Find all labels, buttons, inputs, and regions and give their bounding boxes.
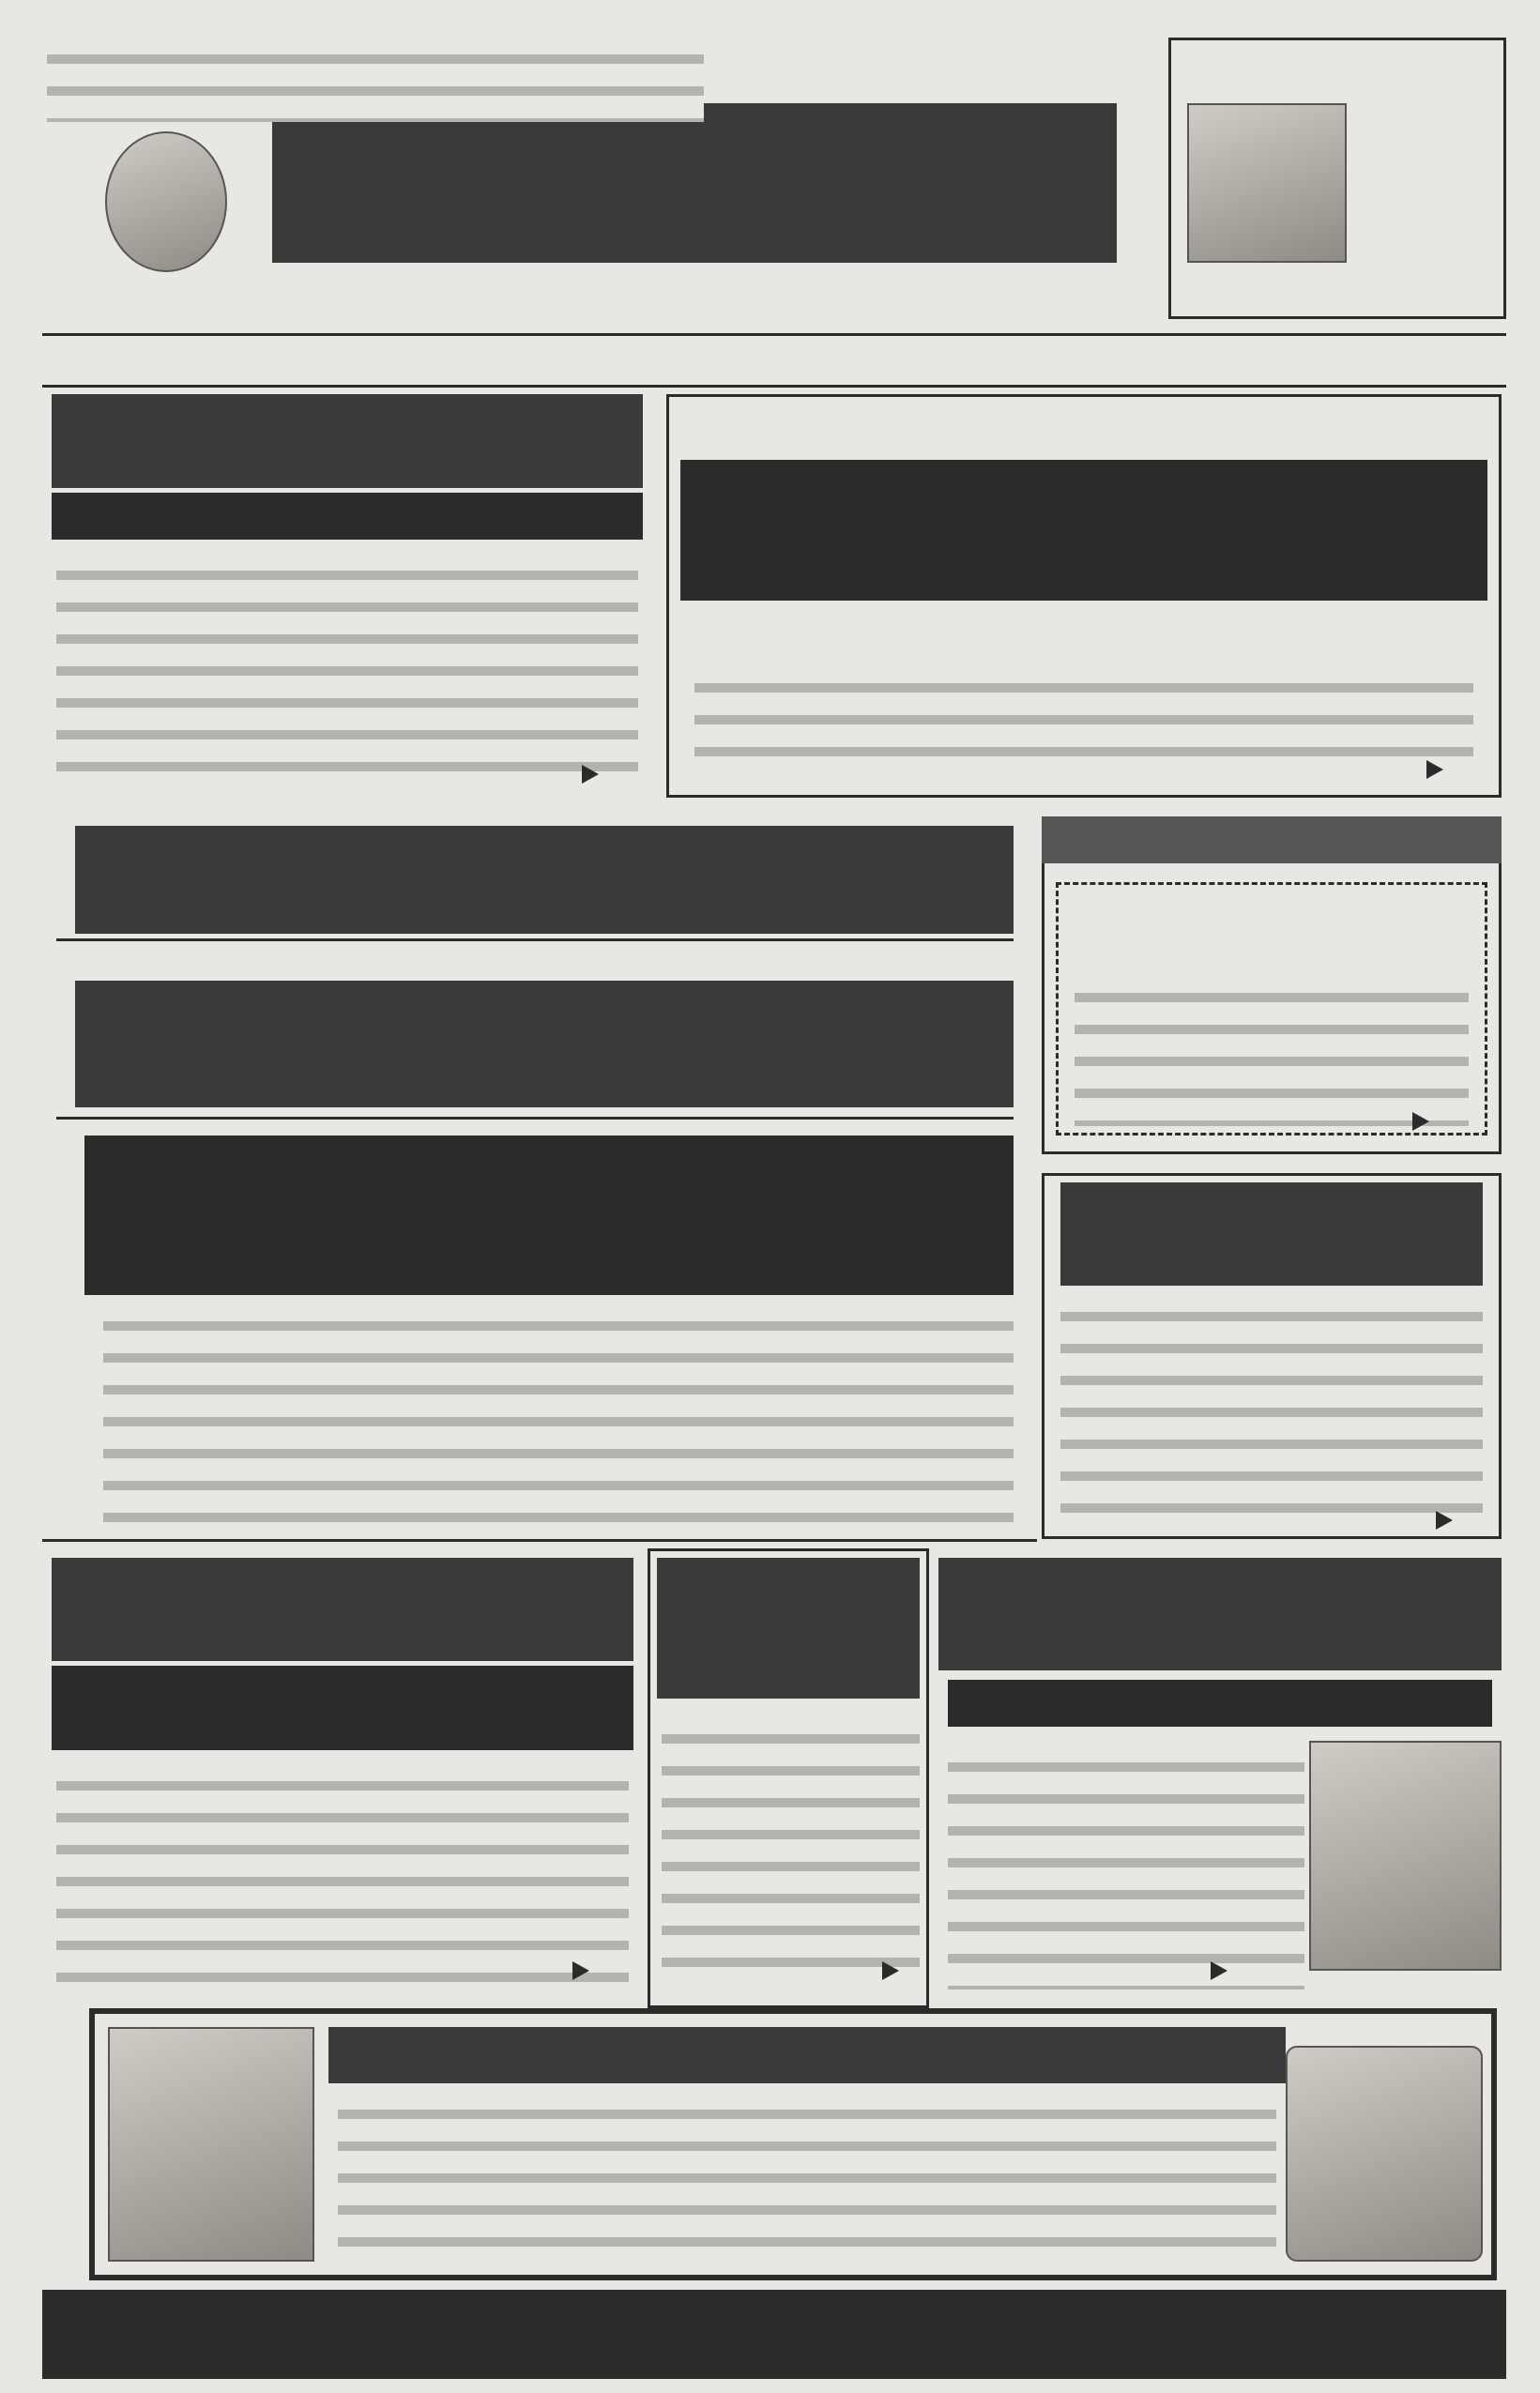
story-bottom-left-subhead-band (52, 1666, 633, 1750)
footer-slogan-band (42, 2290, 1506, 2379)
story-bottom-middle-body (662, 1717, 920, 1989)
lead-headline-block-2 (75, 981, 1014, 1107)
continue-arrow-exam (1412, 1112, 1429, 1131)
accident-headline-block (1060, 1182, 1483, 1286)
story-left-headline-block (52, 394, 643, 488)
lead-bottom-rule (42, 1539, 1037, 1542)
story-bottom-right-headline-block (938, 1558, 1502, 1670)
exam-results-body (1075, 976, 1469, 1126)
minister-photo (1309, 1741, 1502, 1971)
continue-arrow-left (582, 765, 599, 784)
saint-portrait (108, 2027, 314, 2262)
story-right-body (694, 666, 1473, 779)
continue-arrow-right (1426, 760, 1443, 779)
deity-image (1187, 103, 1347, 263)
accident-story-body (1060, 1295, 1483, 1520)
masthead-info-block (47, 38, 704, 122)
continue-arrow-bottom-middle (882, 1961, 899, 1980)
continue-arrow-bottom-left (572, 1961, 589, 1980)
dateline-rule (42, 385, 1506, 388)
lead-subhead-band (84, 1136, 1014, 1295)
masthead-rule (42, 333, 1506, 336)
lead-story-body (103, 1304, 1014, 1530)
story-left-body (56, 554, 638, 788)
masthead-title-block (272, 103, 1117, 263)
temple-advert-body (338, 2093, 1276, 2262)
story-bottom-left-headline-block (52, 1558, 633, 1661)
lead-headline-rule-1 (56, 938, 1014, 941)
lead-headline-rule-2 (56, 1117, 1014, 1120)
continue-arrow-bottom-right (1211, 1961, 1227, 1980)
story-bottom-right-body (948, 1745, 1304, 1989)
story-bottom-middle-headline-block (657, 1558, 920, 1699)
lead-headline-block-1 (75, 826, 1014, 934)
continue-arrow-accident (1436, 1511, 1453, 1530)
story-bottom-left-body (56, 1764, 629, 1989)
temple-advert-title-block (328, 2027, 1286, 2083)
story-bottom-right-subhead-band (948, 1680, 1492, 1727)
exam-results-kicker-band (1042, 816, 1502, 863)
story-left-subhead-band (52, 493, 643, 540)
story-right-headline-band (680, 460, 1487, 601)
conch-logo (105, 131, 227, 272)
oil-lamp-image (1286, 2046, 1483, 2262)
